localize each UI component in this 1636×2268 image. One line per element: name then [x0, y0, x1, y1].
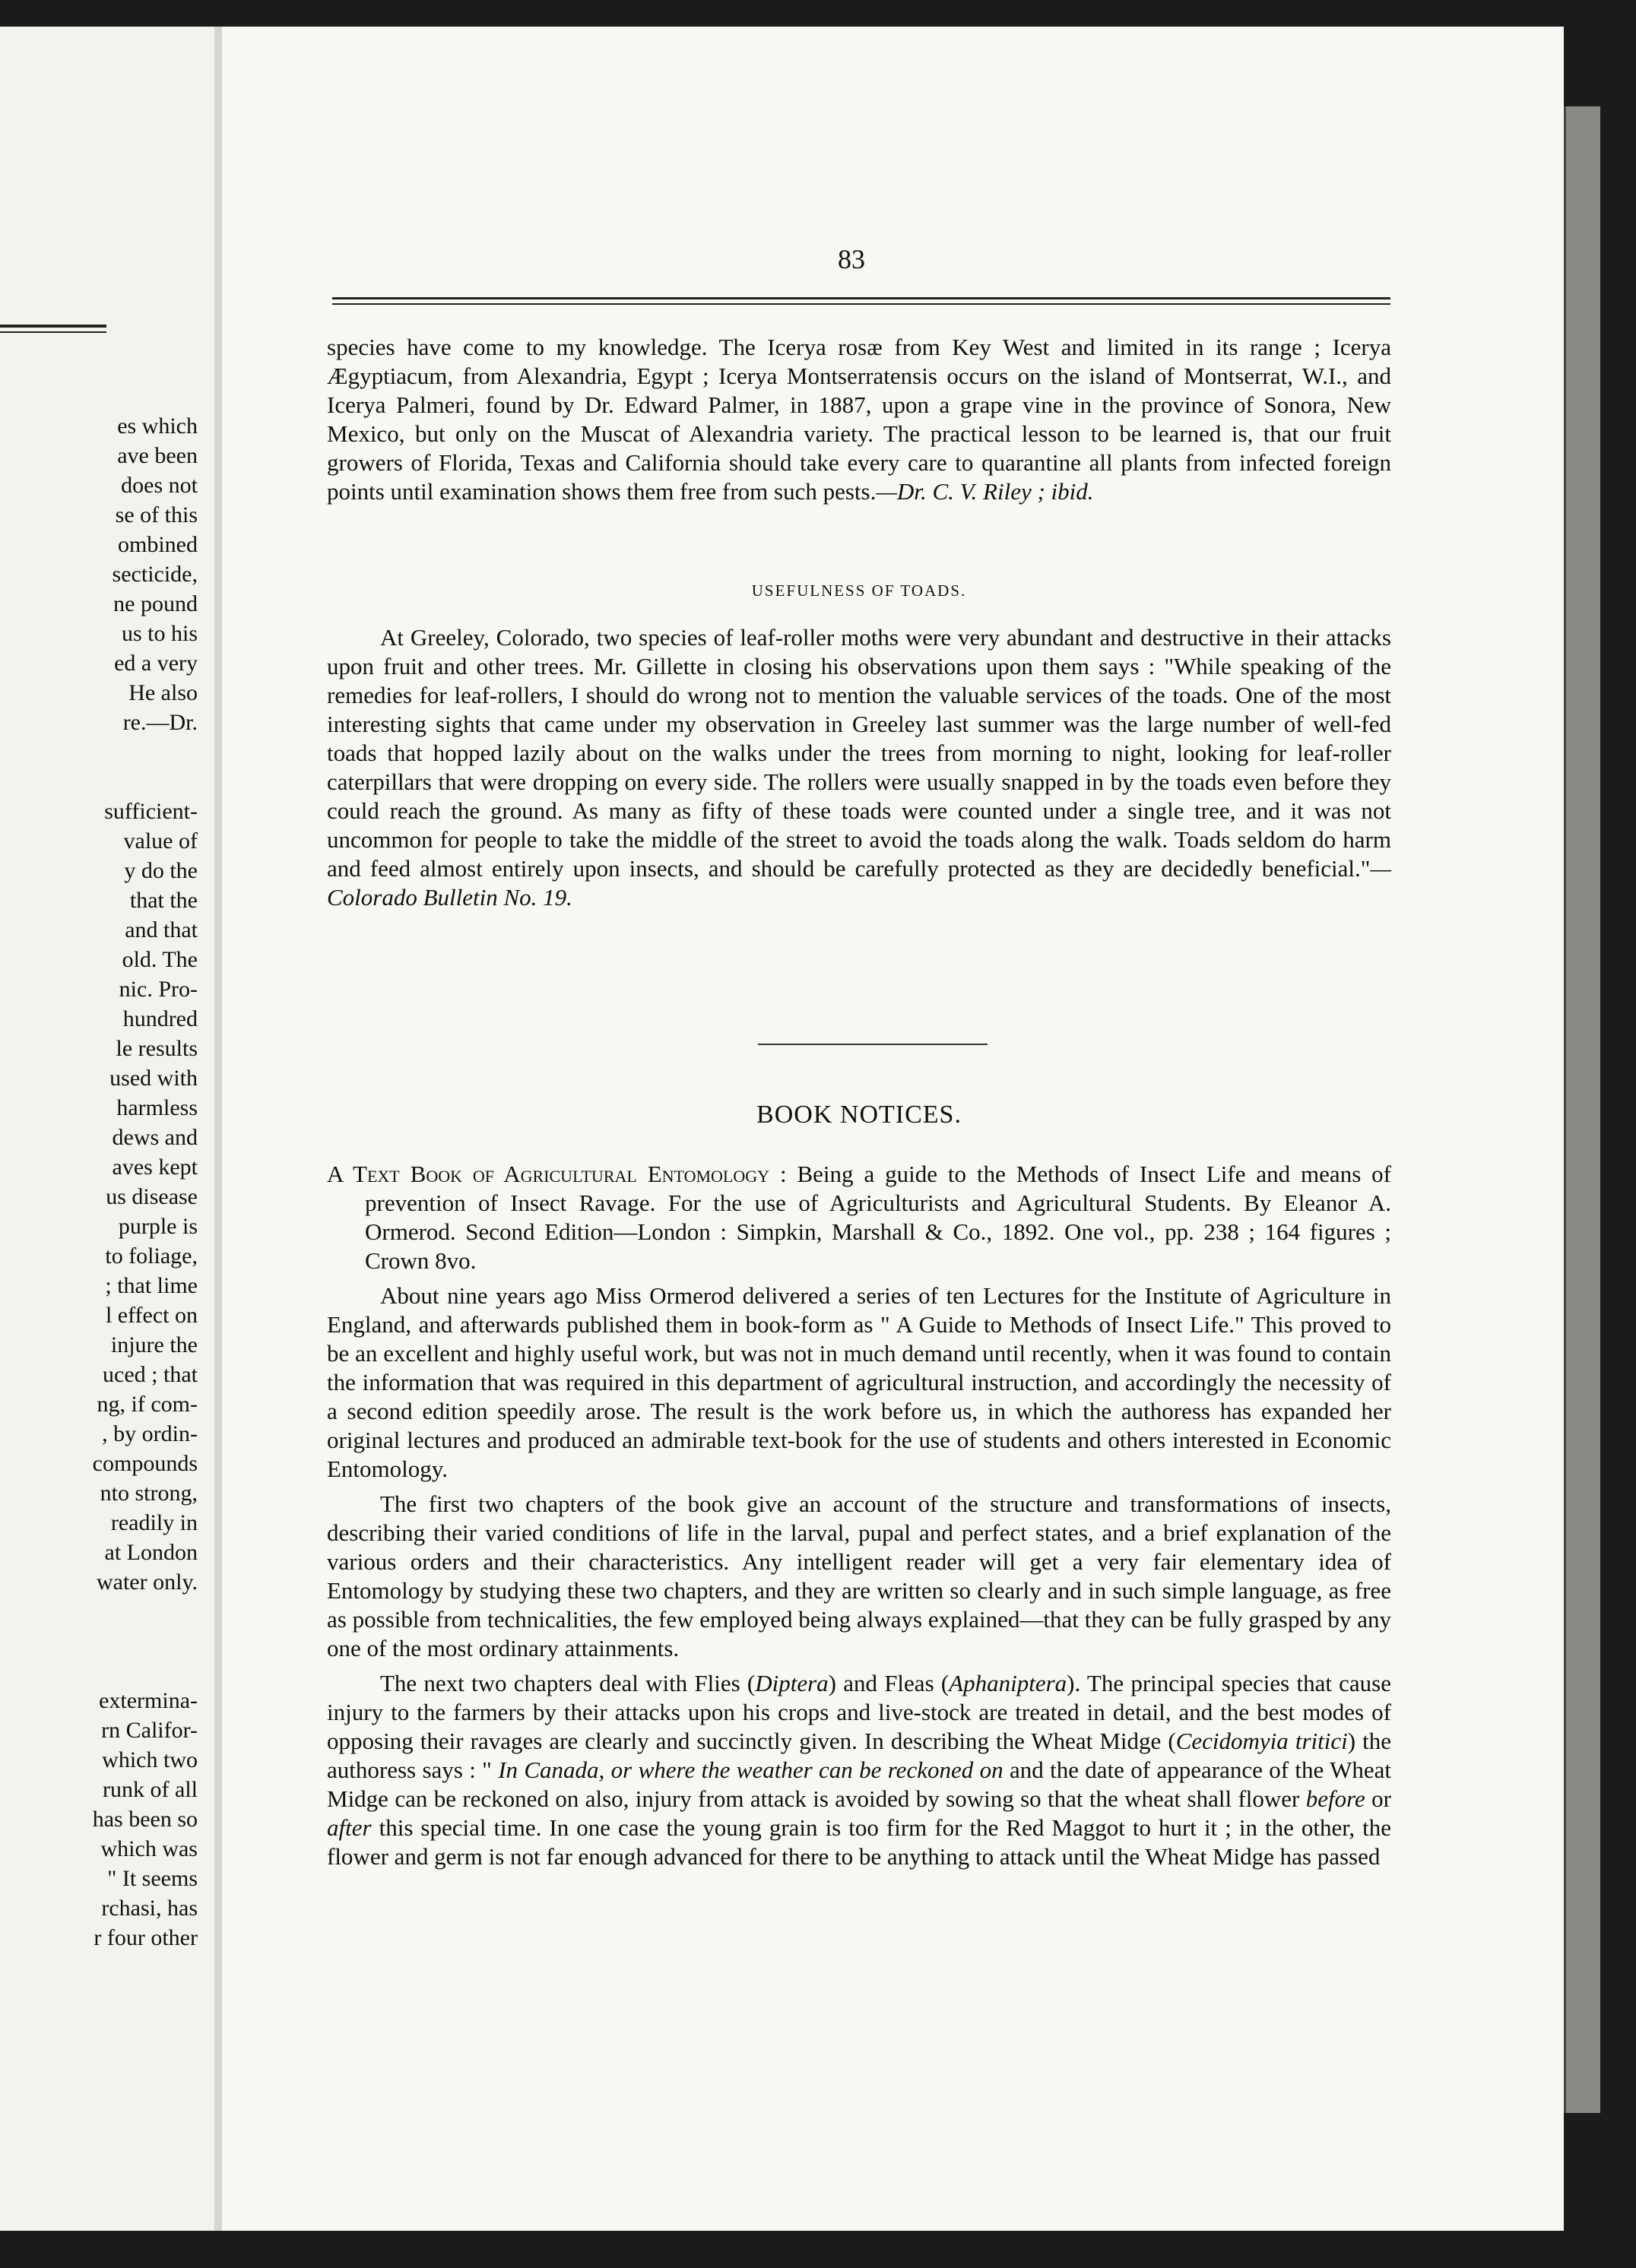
left-page-line: ; that lime — [105, 1273, 198, 1298]
left-page-line: nic. Pro- — [119, 977, 198, 1002]
header-rules — [332, 297, 1390, 305]
left-page-line — [93, 1597, 198, 1627]
left-page-line: dews and — [112, 1125, 198, 1150]
intro-paragraph-block — [327, 333, 1391, 512]
book-entry — [327, 1160, 1391, 1275]
left-page-line: compounds — [92, 1451, 198, 1476]
review-paragraph-1: About nine years ago Miss Ormerod delivered a series of ten Lectures for the Institute of Agriculture in England, and afterwards published them in book-form as " A Guide to Methods of Insect Life." This proved to be an excellent and highly useful work, but was not in much demand until recently, when it was found to contain the information that was required in this department of agricultural instruction, and accordingly the necessity of a second edition speedily arose. The result is the work before us, in which the authoress has expanded her original lectures and produced an admirable text-book for the use of students and others interested in Economic Entomology. — [327, 1282, 1391, 1482]
left-page-line: rn Califor- — [101, 1718, 198, 1743]
book-notices-heading: BOOK NOTICES. — [756, 1101, 962, 1129]
left-page-line: which two — [102, 1747, 198, 1772]
section-divider — [758, 1044, 988, 1045]
left-page-fragment — [0, 27, 214, 2231]
left-page-line: at London — [104, 1540, 198, 1565]
left-page-line: which was — [100, 1836, 198, 1861]
left-page-line: uced ; that — [103, 1362, 198, 1387]
left-page-line: us to his — [121, 621, 198, 646]
left-page-line: has been so — [92, 1807, 198, 1832]
left-page-line: old. The — [122, 947, 198, 972]
toads-heading: USEFULNESS OF TOADS. — [751, 581, 967, 600]
left-page-line: us disease — [106, 1184, 198, 1209]
left-page-line: to foliage, — [105, 1243, 198, 1269]
review-paragraph-2: The first two chapters of the book give an account of the structure and transformations of insects, describing their varied conditions of life in the larval, pupal and perfect states, and a brief explanation of the various orders and their characteristics. Any intelligent reader will get a very fair elementary idea of Entomology by studying these two chapters, and they are written so clearly and in such simple language, as free as possible from technicalities, the few employed being always explained—that they can be fully grasped by any one of the most ordinary attainments. — [327, 1490, 1391, 1661]
left-page-line: used with — [109, 1066, 198, 1091]
left-page-text — [93, 411, 198, 1953]
left-page-line: se of this — [115, 502, 198, 527]
left-page-line: " It seems — [107, 1866, 198, 1891]
left-page-line: aves kept — [112, 1155, 198, 1180]
left-page-line: and that — [125, 917, 198, 942]
left-page-line: r four other — [94, 1925, 198, 1950]
left-page-line: le results — [116, 1036, 198, 1061]
page-edge — [1564, 106, 1600, 2113]
left-page-line: extermina- — [99, 1688, 198, 1713]
book-gutter — [214, 27, 222, 2231]
left-page-line: ave been — [117, 443, 198, 468]
left-page-line: sufficient- — [104, 799, 198, 824]
left-page-line — [93, 737, 198, 767]
left-page-line: y do the — [124, 858, 198, 883]
intro-citation: —Dr. C. V. Riley ; ibid. — [876, 478, 1094, 505]
left-page-line: ng, if com- — [97, 1392, 198, 1417]
left-page-line: , by ordin- — [102, 1421, 198, 1446]
left-page-line: ombined — [118, 532, 198, 557]
left-page-line: es which — [117, 413, 198, 439]
left-page-line: re.—Dr. — [122, 710, 198, 735]
toads-paragraph: At Greeley, Colorado, two species of leaf-roller moths were very abundant and destructive in their attacks upon fruit and other trees. Mr. Gillette in closing his observations upon them says : "While speaking of the remedies for leaf-rollers, I should do wrong not to mention the valuable services of the toads. One of the most interesting sights that came under my observation in Greeley last summer was the large number of well-fed toads that hopped lazily about on the walks under the trees from morning to night, looking for leaf-roller caterpillars that were dropping on every side. The rollers were usually snapped in by the toads even before they could reach the ground. As many as fifty of these toads were counted under a single tree, and it was not uncommon for people to take the middle of the street to avoid the toads along the walk. Toads seldom do harm and feed almost entirely upon insects, and should be carefully protected as they are decidedly beneficial." — [327, 624, 1391, 882]
left-page-line: secticide, — [112, 562, 198, 587]
left-page-line: harmless — [116, 1095, 198, 1120]
left-page-line: water only. — [96, 1570, 198, 1595]
left-page-line — [93, 1627, 198, 1656]
toads-citation: —Colorado Bulletin No. 19. — [327, 855, 1391, 911]
left-page-line: He also — [128, 680, 198, 705]
intro-paragraph: species have come to my knowledge. The Icerya rosæ from Key West and limited in its range ; Icerya Ægyptiacum, from Alexandria, Egypt ; Icerya Montserratensis occurs on the island of Montserrat, W.I., and Icerya Palmeri, found by Dr. Edward Palmer, in 1887, upon a grape vine in the province of Sonora, New Mexico, but only on the Muscat of Alexandria variety. The practical lesson to be learned is, that our fruit growers of Florida, Texas and California should take every care to quarantine all plants from infected foreign points until examination shows them free from such pests. — [327, 334, 1391, 505]
left-page-line: runk of all — [103, 1777, 198, 1802]
left-page-line: does not — [121, 473, 198, 498]
left-page-line: that the — [129, 888, 198, 913]
toads-paragraph-block — [327, 623, 1391, 918]
left-page-line: value of — [123, 828, 198, 854]
left-page-line: nto strong, — [100, 1481, 198, 1506]
left-page-line: injure the — [110, 1332, 198, 1357]
left-page-line — [93, 1656, 198, 1686]
left-page-line: ne pound — [113, 591, 198, 616]
review-paragraph-3: The next two chapters deal with Flies (Diptera) and Fleas (Aphaniptera). The principal species that cause injury to the farmers by their attacks upon his crops and live-stock are treated in detail, and the best modes of opposing their ravages are clearly and succinctly given. In describing the Wheat Midge (Cecidomyia tritici) the authoress says : " In Canada, or where the weather can be reckoned on and the date of appearance of the Wheat Midge can be reckoned on also, injury from attack is avoided by sowing so that the wheat shall flower before or after this special time. In one case the young grain is too firm for the Red Maggot to hurt it ; in the other, the flower and germ is not far enough advanced for there to be anything to attack until the Wheat Midge has passed — [327, 1670, 1391, 1870]
left-page-line: rchasi, has — [101, 1896, 198, 1921]
page-number: 83 — [838, 244, 865, 274]
left-page-line — [93, 767, 198, 797]
left-page-line: l effect on — [105, 1303, 198, 1328]
left-page-line: ed a very — [114, 651, 198, 676]
book-notices-block — [327, 1160, 1391, 1877]
left-page-line: hundred — [122, 1006, 198, 1031]
book-entry-title: A Text Book of Agricultural Entomology — [327, 1161, 770, 1187]
book-entry-details: : Being a guide to the Methods of Insect Life and means of prevention of Insect Ravage. For the use of Agriculturists and Agricultural Students. By Eleanor A. Ormerod. Second Edition—London : Simpkin, Marshall & Co., 1892. One vol., pp. 238 ; 164 figures ; Crown 8vo. — [365, 1161, 1391, 1274]
left-header-rules — [0, 325, 106, 333]
left-page-line: purple is — [118, 1214, 198, 1239]
left-page-line: readily in — [110, 1510, 198, 1535]
